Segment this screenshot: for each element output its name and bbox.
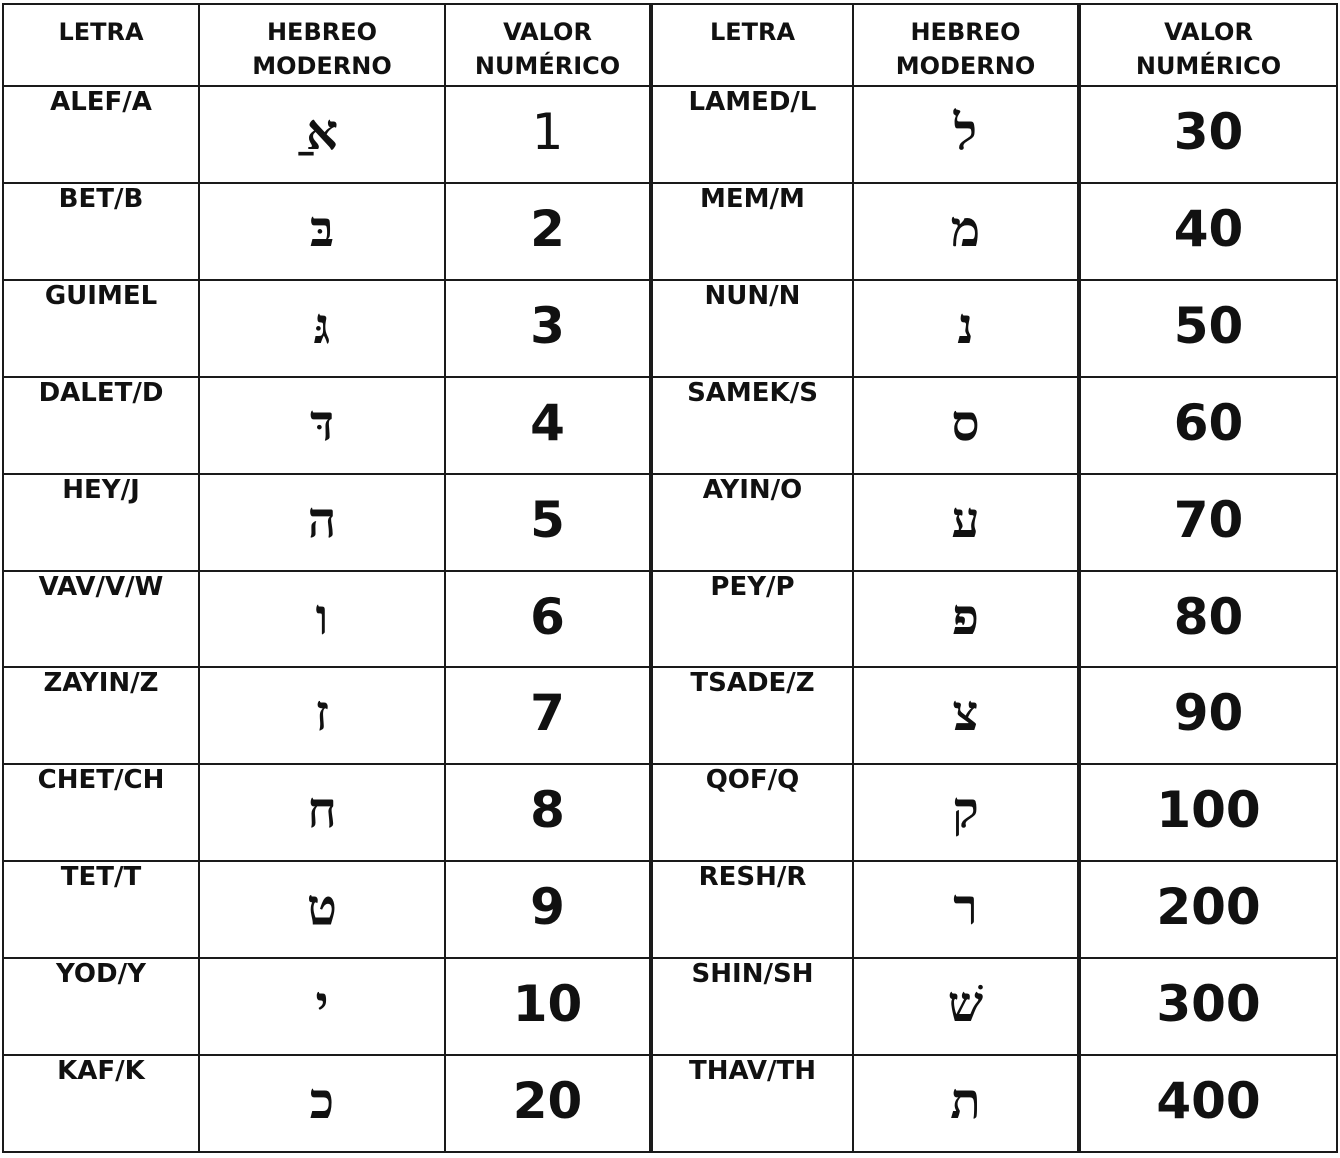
table-row: [3, 958, 1337, 1055]
letter-name-cell: ZAYIN/Z: [3, 667, 199, 764]
table-row: [3, 183, 1337, 280]
header-letra-left: LETRA: [3, 4, 199, 86]
numeric-value-cell: 2: [445, 183, 651, 280]
header-valor-left: VALOR NUMÉRICO: [445, 4, 651, 86]
table-row: [3, 474, 1337, 571]
letter-name-cell: VAV/V/W: [3, 571, 199, 668]
numeric-value-cell: 40: [1079, 183, 1337, 280]
numeric-value-cell: 3: [445, 280, 651, 377]
numeric-value-cell: 50: [1079, 280, 1337, 377]
numeric-value-cell: 20: [445, 1055, 651, 1152]
hebrew-letter-cell: ז: [199, 667, 445, 764]
hebrew-letter-cell: ו: [199, 571, 445, 668]
hebrew-letter-cell: מ: [853, 183, 1079, 280]
letter-name-cell: ALEF/A: [3, 86, 199, 183]
numeric-value-cell: 30: [1079, 86, 1337, 183]
numeric-value-cell: 70: [1079, 474, 1337, 571]
hebrew-letter-cell: ס: [853, 377, 1079, 474]
hebrew-letter-cell: ק: [853, 764, 1079, 861]
numeric-value-cell: 90: [1079, 667, 1337, 764]
numeric-value-cell: 10: [445, 958, 651, 1055]
hebrew-letter-cell: א̱: [199, 86, 445, 183]
table-row: [3, 571, 1337, 668]
hebrew-letter-cell: בּ: [199, 183, 445, 280]
hebrew-letter-cell: צ: [853, 667, 1079, 764]
letter-name-cell: BET/B: [3, 183, 199, 280]
header-valor-right: VALOR NUMÉRICO: [1079, 4, 1337, 86]
numeric-value-cell: 80: [1079, 571, 1337, 668]
letter-name-cell: THAV/TH: [651, 1055, 853, 1152]
letter-name-cell: KAF/K: [3, 1055, 199, 1152]
hebrew-letter-cell: שׁ: [853, 958, 1079, 1055]
letter-name-cell: PEY/P: [651, 571, 853, 668]
numeric-value-cell: 100: [1079, 764, 1337, 861]
letter-name-cell: YOD/Y: [3, 958, 199, 1055]
header-hebreo-right: HEBREO MODERNO: [853, 4, 1079, 86]
numeric-value-cell: 5: [445, 474, 651, 571]
letter-name-cell: QOF/Q: [651, 764, 853, 861]
letter-name-cell: SHIN/SH: [651, 958, 853, 1055]
letter-name-cell: CHET/CH: [3, 764, 199, 861]
letter-name-cell: RESH/R: [651, 861, 853, 958]
hebrew-letter-cell: ע: [853, 474, 1079, 571]
hebrew-letter-cell: ח: [199, 764, 445, 861]
table-row: [3, 667, 1337, 764]
numeric-value-cell: 6: [445, 571, 651, 668]
table-row: [3, 280, 1337, 377]
table-row: [3, 86, 1337, 183]
hebrew-letter-cell: גּ: [199, 280, 445, 377]
numeric-value-cell: 7: [445, 667, 651, 764]
hebrew-letter-cell: כ: [199, 1055, 445, 1152]
table-row: [3, 861, 1337, 958]
hebrew-letter-cell: ת: [853, 1055, 1079, 1152]
numeric-value-cell: 400: [1079, 1055, 1337, 1152]
hebrew-letter-cell: ר: [853, 861, 1079, 958]
letter-name-cell: AYIN/O: [651, 474, 853, 571]
hebrew-letter-cell: דּ: [199, 377, 445, 474]
letter-name-cell: LAMED/L: [651, 86, 853, 183]
table-row: [3, 1055, 1337, 1152]
numeric-value-cell: 200: [1079, 861, 1337, 958]
letter-name-cell: HEY/J: [3, 474, 199, 571]
hebrew-letter-cell: פ: [853, 571, 1079, 668]
letter-name-cell: TSADE/Z: [651, 667, 853, 764]
hebrew-letter-cell: ל: [853, 86, 1079, 183]
header-hebreo-left: HEBREO MODERNO: [199, 4, 445, 86]
letter-name-cell: DALET/D: [3, 377, 199, 474]
table-row: [3, 377, 1337, 474]
hebrew-letter-cell: ט: [199, 861, 445, 958]
letter-name-cell: GUIMEL: [3, 280, 199, 377]
header-letra-right: LETRA: [651, 4, 853, 86]
hebrew-alphabet-table: [2, 3, 1338, 1153]
numeric-value-cell: 300: [1079, 958, 1337, 1055]
numeric-value-cell: 8: [445, 764, 651, 861]
letter-name-cell: NUN/N: [651, 280, 853, 377]
hebrew-letter-cell: י: [199, 958, 445, 1055]
header-row: [3, 4, 1337, 86]
numeric-value-cell: 1: [445, 86, 651, 183]
letter-name-cell: MEM/M: [651, 183, 853, 280]
numeric-value-cell: 9: [445, 861, 651, 958]
hebrew-letter-cell: ה: [199, 474, 445, 571]
numeric-value-cell: 60: [1079, 377, 1337, 474]
letter-name-cell: SAMEK/S: [651, 377, 853, 474]
hebrew-letter-cell: נ: [853, 280, 1079, 377]
letter-name-cell: TET/T: [3, 861, 199, 958]
table-row: [3, 764, 1337, 861]
numeric-value-cell: 4: [445, 377, 651, 474]
